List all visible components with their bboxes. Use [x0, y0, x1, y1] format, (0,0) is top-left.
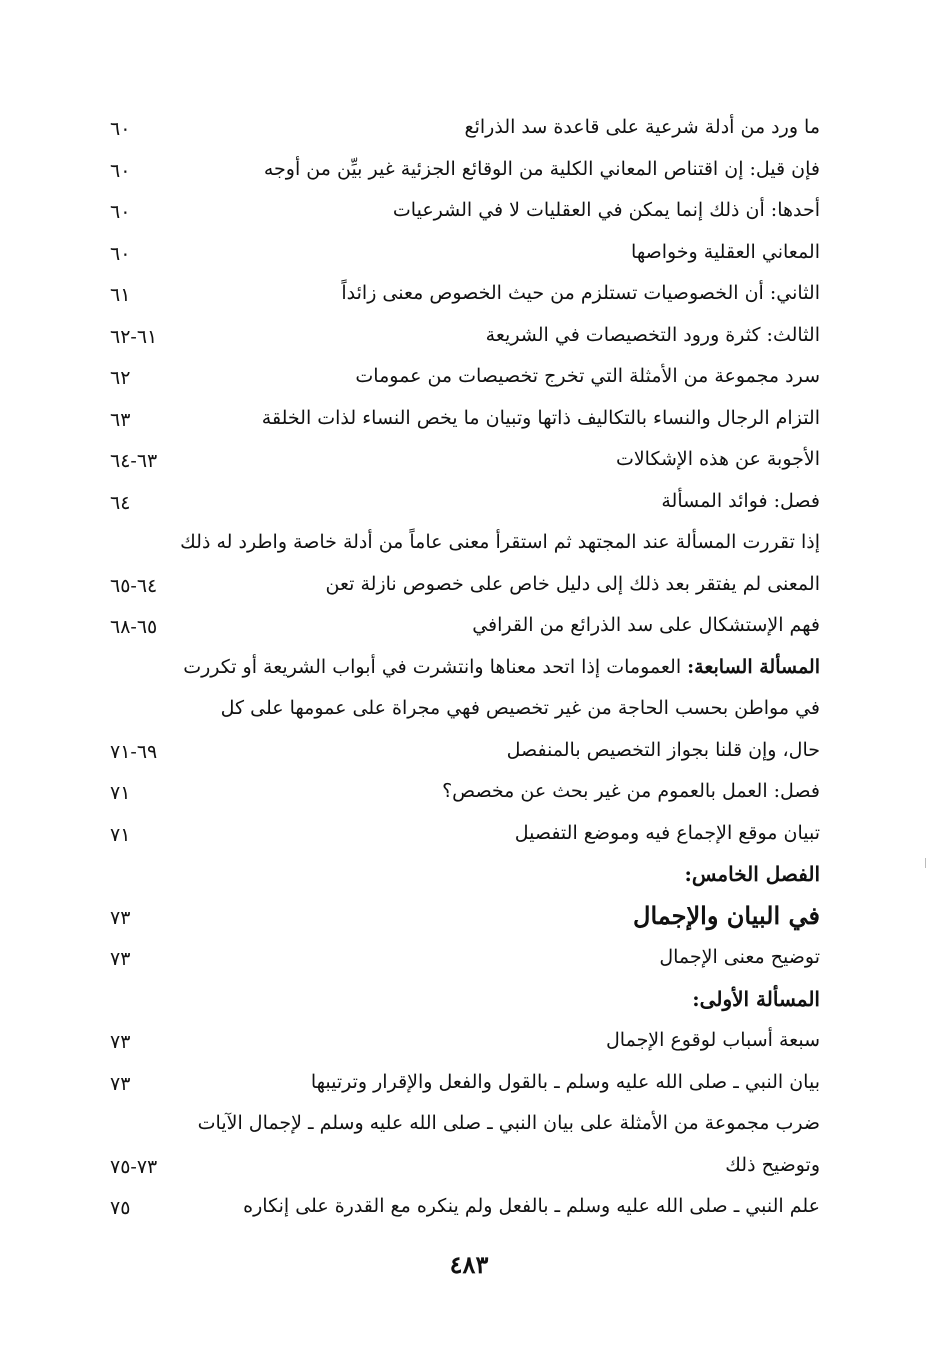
entry-title: سبعة أسباب لوقوع الإجمال [605, 1029, 820, 1051]
toc-entry [100, 1186, 828, 1228]
entry-title: المسألة الأولى: [692, 986, 820, 1011]
entry-page: ٧٣ [110, 948, 131, 970]
toc-entry [100, 522, 828, 564]
entry-title: المعاني العقلية وخواصها [631, 240, 820, 263]
entry-page: ٦٤ [110, 491, 131, 514]
page-number: ٤٨٣ [449, 1250, 489, 1279]
toc-entry [100, 356, 828, 398]
entry-title: تبيان موقع الإجماع فيه وموضع التفصيل [514, 821, 820, 844]
toc-entry [100, 398, 828, 440]
toc-entry [100, 107, 828, 149]
entry-page: ٧١ [110, 782, 131, 804]
margin-mark [925, 858, 926, 868]
toc-entry [100, 771, 828, 813]
toc-entry [100, 273, 828, 315]
entry-page: ٧٣ [110, 906, 131, 929]
entry-page: ٦٤-٦٥ [110, 574, 158, 597]
entry-title: الثاني: أن الخصوصيات تستلزم من حيث الخصوص معنى زائداً [341, 282, 820, 304]
entry-title: الفصل الخامس: [684, 862, 820, 886]
entry-title: إذا تقررت المسألة عند المجتهد ثم استقرأ معنى عاماً من أدلة خاصة واطرد له ذلك [180, 531, 820, 553]
toc-entry [100, 564, 828, 606]
entry-title: أحدها: أن ذلك إنما يمكن في العقليات لا في الشرعيات [392, 199, 820, 221]
toc-entry [100, 647, 828, 689]
entry-title: ضرب مجموعة من الأمثلة على بيان النبي ـ صلى الله عليه وسلم ـ لإجمال الآيات [197, 1112, 820, 1134]
toc-entry [100, 813, 828, 855]
entry-page: ٧٣ [110, 1072, 131, 1095]
entry-page: ٧٥ [110, 1197, 131, 1219]
toc-chapter-title [100, 896, 828, 938]
entry-page: ٦٣-٦٤ [110, 450, 158, 472]
toc-section-heading [100, 979, 828, 1021]
entry-title: حال، وإن قلنا بجواز التخصيص بالمنفصل [506, 738, 820, 761]
entry-page: ٦٩-٧١ [110, 740, 158, 763]
entry-page: ٦٥-٦٨ [110, 616, 158, 638]
toc-entry [100, 232, 828, 274]
entry-title: علم النبي ـ صلى الله عليه وسلم ـ بالفعل ولم ينكره مع القدرة على إنكاره [243, 1195, 820, 1217]
entry-title: فصل: فوائد المسألة [661, 489, 820, 512]
toc-entry [100, 688, 828, 730]
entry-title: فصل: العمل بالعموم من غير بحث عن مخصص؟ [442, 780, 820, 802]
entry-page: ٦٣ [110, 408, 131, 431]
entry-page: ٦١ [110, 284, 131, 306]
toc-entry [100, 190, 828, 232]
entry-title: التزام الرجال والنساء بالتكاليف ذاتها وتبيان ما يخص النساء لذات الخلقة [261, 406, 820, 429]
entry-page: ٧٣-٧٥ [110, 1155, 158, 1178]
entry-title: ما ورد من أدلة شرعية على قاعدة سد الذرائع [464, 116, 820, 138]
entry-bold-prefix: المسألة السابعة: [687, 655, 820, 678]
table-of-contents [100, 107, 828, 1228]
entry-page: ٦١-٦٢ [110, 325, 158, 348]
entry-page: ٧١ [110, 823, 131, 846]
entry-title: المعنى لم يفتقر بعد ذلك إلى دليل خاص على خصوص نازلة تعن [325, 572, 820, 595]
toc-entry [100, 1020, 828, 1062]
entry-title: فإن قيل: إن اقتناص المعاني الكلية من الوقائع الجزئية غير بيِّن من أوجه [263, 157, 820, 180]
toc-entry [100, 730, 828, 772]
entry-title [183, 653, 820, 681]
toc-entry [100, 481, 828, 523]
toc-entry [100, 1103, 828, 1145]
entry-title: الثالث: كثرة ورود التخصيصات في الشريعة [485, 323, 820, 346]
entry-title: سرد مجموعة من الأمثلة التي تخرج تخصيصات من عمومات [355, 365, 820, 387]
toc-entry [100, 1145, 828, 1187]
entry-title: وتوضيح ذلك [725, 1153, 820, 1176]
entry-title: في البيان والإجمال [633, 900, 820, 930]
entry-page: ٧٣ [110, 1031, 131, 1053]
toc-entry [100, 315, 828, 357]
entry-page: ٦٠ [110, 118, 131, 140]
entry-page: ٦٢ [110, 367, 131, 389]
entry-page: ٦٠ [110, 159, 131, 182]
entry-title: بيان النبي ـ صلى الله عليه وسلم ـ بالقول والفعل والإقرار وترتيبها [310, 1070, 820, 1093]
toc-entry [100, 149, 828, 191]
entry-title-rest: العمومات إذا اتحد معناها وانتشرت في أبواب الشريعة أو تكررت [183, 655, 688, 678]
toc-entry [100, 1062, 828, 1104]
entry-title: الأجوبة عن هذه الإشكالات [615, 448, 820, 470]
entry-page: ٦٠ [110, 201, 131, 223]
toc-section-heading [100, 854, 828, 896]
entry-title: توضيح معنى الإجمال [659, 946, 820, 968]
entry-title: في مواطن بحسب الحاجة من غير تخصيص فهي مجراة على عمومها على كل [220, 697, 820, 719]
entry-page: ٦٠ [110, 242, 131, 265]
toc-entry [100, 439, 828, 481]
toc-entry [100, 937, 828, 979]
toc-entry [100, 605, 828, 647]
entry-title: فهم الإستشكال على سد الذرائع من القرافي [472, 614, 820, 636]
